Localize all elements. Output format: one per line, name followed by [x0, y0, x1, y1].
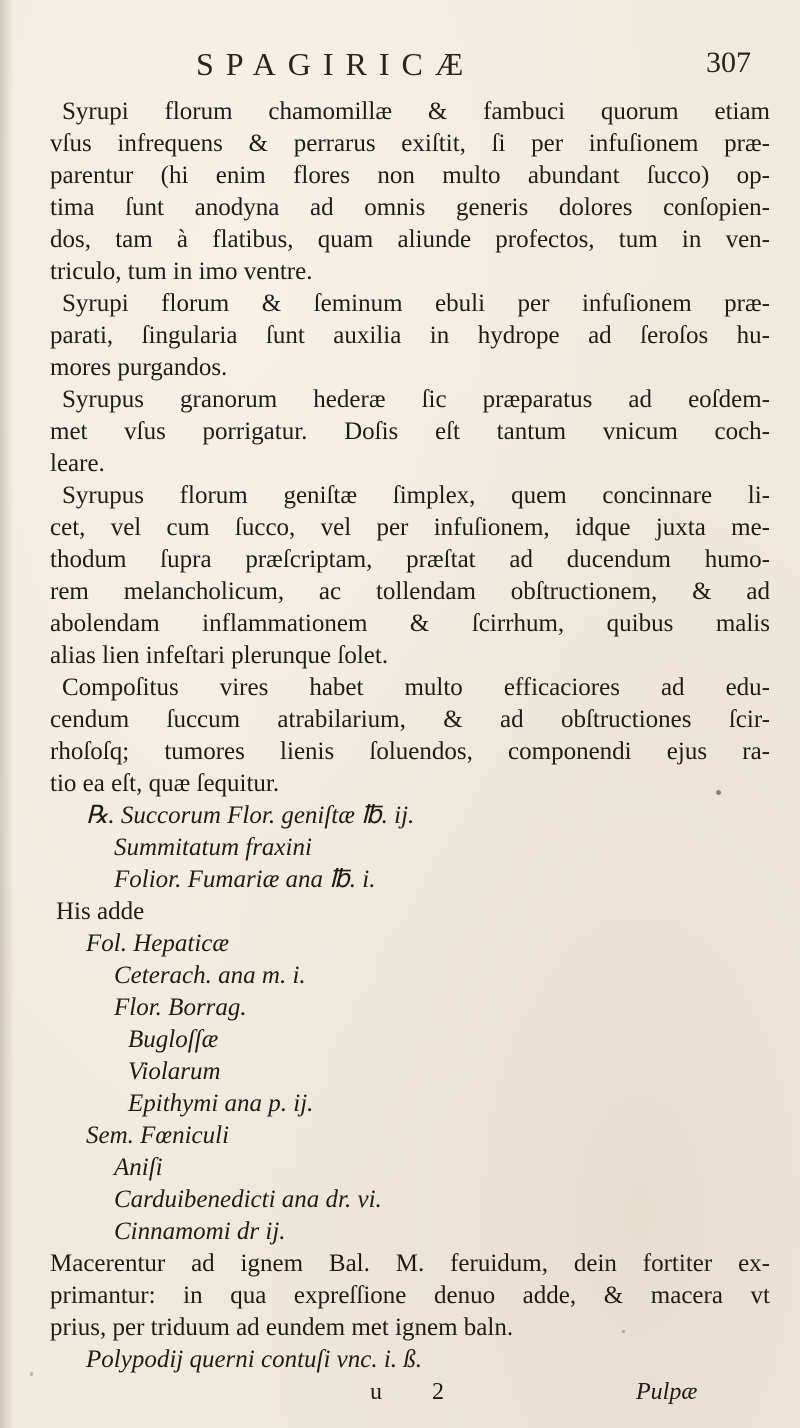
text-line: tima ſunt anodyna ad omnis generis dolores conſopien- — [50, 194, 770, 221]
text-line: triculo, tum in imo ventre. — [50, 258, 313, 285]
text-line: parati, ſingularia ſunt auxilia in hydrope ad ſeroſos hu- — [50, 322, 770, 349]
text-line: tio ea eſt, quæ ſequitur. — [50, 770, 280, 797]
signature-mark: u 2 — [370, 1379, 466, 1405]
recipe-line: Ceterach. ana m. i. — [114, 962, 306, 989]
text-line: alias lien infeſtari plerunque ſolet. — [50, 642, 389, 669]
recipe-line: Carduibenedicti ana dr. vi. — [114, 1186, 382, 1213]
text-line: rhoſoſq; tumores lienis ſoluendos, componendi ejus ra- — [50, 738, 770, 765]
text-line: rem melancholicum, ac tollendam obſtructionem, & ad — [50, 578, 770, 605]
recipe-line: Polypodij querni contuſi vnc. i. ß. — [86, 1346, 423, 1373]
recipe-line: Flor. Borrag. — [114, 994, 247, 1021]
body-text — [50, 96, 770, 1408]
text-line: abolendam inflammationem & ſcirrhum, quibus malis — [50, 610, 770, 637]
recipe-line: ℞. Succorum Flor. geniſtæ ℔. ij. — [86, 802, 415, 829]
recipe-line: Aniſi — [114, 1154, 163, 1181]
recipe-line: Fol. Hepaticæ — [86, 930, 230, 957]
recipe-line: Summitatum fraxini — [114, 834, 312, 861]
recipe-line: His adde — [56, 898, 145, 925]
recipe-line: Epithymi ana p. ij. — [128, 1090, 314, 1117]
text-line: Syrupi florum chamomillæ & fambuci quorum etiam — [62, 98, 770, 125]
text-line: Syrupi florum & ſeminum ebuli per infuſionem præ- — [62, 290, 770, 317]
ink-speck — [716, 790, 721, 795]
text-line: Syrupus granorum hederæ ſic præparatus ad eoſdem- — [62, 386, 770, 413]
catchword: Pulpæ — [636, 1379, 698, 1405]
text-line: cet, vel cum ſucco, vel per infuſionem, idque juxta me- — [50, 514, 770, 541]
ink-speck — [622, 1330, 625, 1333]
recipe-line: Violarum — [128, 1058, 221, 1085]
page-header — [0, 46, 800, 86]
text-line: met vſus porrigatur. Doſis eſt tantum vnicum coch- — [50, 418, 770, 445]
text-line: cendum ſuccum atrabilarium, & ad obſtructiones ſcir- — [50, 706, 770, 733]
text-line: Compoſitus vires habet multo efficaciores ad edu- — [62, 674, 770, 701]
text-line: leare. — [50, 450, 105, 477]
text-line: vſus infrequens & perrarus exiſtit, ſi per infuſionem præ- — [50, 130, 770, 157]
text-line: dos, tam à flatibus, quam aliunde profectos, tum in ven- — [50, 226, 770, 253]
text-line: mores purgandos. — [50, 354, 228, 381]
text-line: Syrupus florum geniſtæ ſimplex, quem concinnare li- — [62, 482, 770, 509]
text-line: prius, per triduum ad eundem met ignem baln. — [50, 1314, 514, 1341]
text-line: Macerentur ad ignem Bal. M. feruidum, dein fortiter ex- — [50, 1250, 770, 1277]
recipe-line: Bugloſſæ — [128, 1026, 219, 1053]
recipe-line: Folior. Fumariæ ana ℔. i. — [114, 866, 376, 893]
text-line: parentur (hi enim flores non multo abundant ſucco) op- — [50, 162, 770, 189]
page-number: 307 — [706, 46, 751, 79]
signature-row — [50, 1376, 770, 1408]
text-line: thodum ſupra præſcriptam, præſtat ad ducendum humo- — [50, 546, 770, 573]
page-edge-shadow — [0, 0, 14, 1428]
text-line: primantur: in qua expreſſione denuo adde, & macera vt — [50, 1282, 770, 1309]
ink-speck — [30, 1372, 33, 1376]
recipe-line: Sem. Fœniculi — [86, 1122, 230, 1149]
running-head: SPAGIRICÆ — [196, 46, 476, 82]
recipe-line: Cinnamomi dr ij. — [114, 1218, 286, 1245]
